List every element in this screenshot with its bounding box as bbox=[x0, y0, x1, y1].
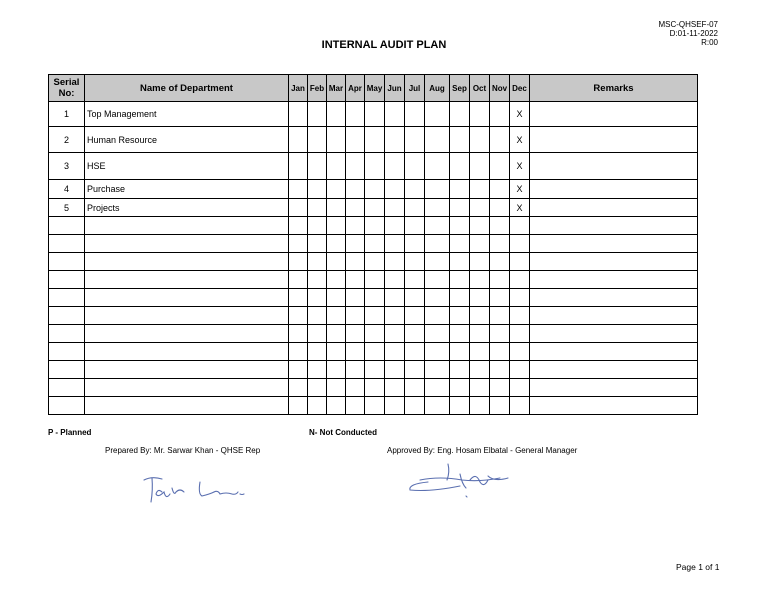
empty-cell bbox=[289, 325, 308, 343]
empty-cell bbox=[425, 397, 450, 415]
month-cell bbox=[405, 180, 425, 199]
month-cell bbox=[450, 153, 470, 180]
empty-cell bbox=[365, 289, 385, 307]
prepared-by: Prepared By: Mr. Sarwar Khan - QHSE Rep bbox=[105, 446, 261, 455]
empty-cell bbox=[327, 235, 346, 253]
remarks-cell bbox=[530, 199, 698, 217]
empty-cell bbox=[470, 271, 490, 289]
header-month: Apr bbox=[346, 75, 365, 102]
empty-cell bbox=[470, 343, 490, 361]
empty-cell bbox=[490, 253, 510, 271]
empty-cell bbox=[308, 271, 327, 289]
month-cell bbox=[385, 127, 405, 153]
remarks-cell bbox=[530, 127, 698, 153]
empty-cell bbox=[289, 307, 308, 325]
empty-cell bbox=[308, 307, 327, 325]
month-cell: X bbox=[510, 199, 530, 217]
empty-cell bbox=[490, 361, 510, 379]
month-cell bbox=[470, 102, 490, 127]
empty-cell bbox=[450, 217, 470, 235]
month-cell bbox=[327, 199, 346, 217]
empty-cell bbox=[530, 289, 698, 307]
empty-cell bbox=[385, 325, 405, 343]
table-body bbox=[49, 102, 698, 415]
month-cell bbox=[289, 153, 308, 180]
empty-cell bbox=[85, 217, 289, 235]
empty-cell bbox=[425, 289, 450, 307]
empty-cell bbox=[425, 217, 450, 235]
empty-cell bbox=[49, 307, 85, 325]
header-month: May bbox=[365, 75, 385, 102]
month-cell bbox=[490, 127, 510, 153]
empty-cell bbox=[327, 343, 346, 361]
empty-cell bbox=[49, 253, 85, 271]
empty-cell bbox=[49, 217, 85, 235]
empty-cell bbox=[365, 271, 385, 289]
empty-cell bbox=[470, 253, 490, 271]
empty-cell bbox=[385, 379, 405, 397]
department-cell: Human Resource bbox=[85, 127, 289, 153]
empty-cell bbox=[49, 343, 85, 361]
month-cell bbox=[385, 102, 405, 127]
empty-cell bbox=[85, 343, 289, 361]
empty-row bbox=[49, 289, 698, 307]
month-cell bbox=[385, 199, 405, 217]
empty-cell bbox=[49, 289, 85, 307]
empty-cell bbox=[450, 235, 470, 253]
page-number: Page 1 of 1 bbox=[676, 562, 720, 572]
month-cell bbox=[450, 199, 470, 217]
empty-cell bbox=[308, 217, 327, 235]
empty-cell bbox=[346, 217, 365, 235]
empty-cell bbox=[289, 361, 308, 379]
month-cell: X bbox=[510, 102, 530, 127]
empty-cell bbox=[425, 307, 450, 325]
empty-cell bbox=[327, 379, 346, 397]
legend-not-conducted: N- Not Conducted bbox=[309, 428, 377, 437]
page-title: INTERNAL AUDIT PLAN bbox=[321, 39, 447, 51]
month-cell bbox=[308, 153, 327, 180]
empty-cell bbox=[365, 343, 385, 361]
empty-cell bbox=[510, 271, 530, 289]
header-department: Name of Department bbox=[85, 75, 289, 102]
header-month: Nov bbox=[490, 75, 510, 102]
empty-cell bbox=[490, 217, 510, 235]
header-month: Oct bbox=[470, 75, 490, 102]
month-cell bbox=[470, 199, 490, 217]
serial-cell: 5 bbox=[49, 199, 85, 217]
month-cell bbox=[327, 102, 346, 127]
empty-cell bbox=[450, 253, 470, 271]
month-cell: X bbox=[510, 180, 530, 199]
empty-row bbox=[49, 361, 698, 379]
month-cell bbox=[327, 180, 346, 199]
empty-cell bbox=[385, 289, 405, 307]
empty-cell bbox=[405, 289, 425, 307]
month-cell bbox=[308, 127, 327, 153]
empty-row bbox=[49, 235, 698, 253]
empty-cell bbox=[470, 289, 490, 307]
empty-cell bbox=[425, 361, 450, 379]
header-month: Aug bbox=[425, 75, 450, 102]
header-month: Dec bbox=[510, 75, 530, 102]
empty-cell bbox=[85, 379, 289, 397]
empty-cell bbox=[470, 361, 490, 379]
empty-cell bbox=[470, 307, 490, 325]
empty-cell bbox=[530, 379, 698, 397]
table-header-row bbox=[49, 75, 698, 102]
empty-cell bbox=[365, 361, 385, 379]
empty-cell bbox=[490, 379, 510, 397]
empty-cell bbox=[289, 217, 308, 235]
empty-cell bbox=[470, 235, 490, 253]
empty-cell bbox=[510, 379, 530, 397]
approved-by: Approved By: Eng. Hosam Elbatal - General Manager bbox=[387, 446, 578, 455]
empty-cell bbox=[510, 235, 530, 253]
empty-cell bbox=[405, 343, 425, 361]
month-cell bbox=[308, 180, 327, 199]
month-cell bbox=[346, 199, 365, 217]
table-row bbox=[49, 153, 698, 180]
month-cell bbox=[450, 102, 470, 127]
header-month: Jan bbox=[289, 75, 308, 102]
month-cell bbox=[289, 102, 308, 127]
empty-cell bbox=[85, 289, 289, 307]
empty-cell bbox=[405, 235, 425, 253]
month-cell bbox=[346, 102, 365, 127]
empty-cell bbox=[289, 379, 308, 397]
audit-plan-table bbox=[48, 74, 698, 415]
empty-cell bbox=[510, 307, 530, 325]
month-cell bbox=[289, 180, 308, 199]
empty-cell bbox=[510, 289, 530, 307]
empty-cell bbox=[450, 289, 470, 307]
empty-cell bbox=[289, 397, 308, 415]
month-cell bbox=[405, 153, 425, 180]
empty-cell bbox=[85, 361, 289, 379]
empty-cell bbox=[365, 235, 385, 253]
empty-cell bbox=[425, 379, 450, 397]
empty-cell bbox=[49, 235, 85, 253]
month-cell bbox=[405, 127, 425, 153]
serial-cell: 2 bbox=[49, 127, 85, 153]
header-remarks: Remarks bbox=[530, 75, 698, 102]
month-cell bbox=[490, 102, 510, 127]
legend-planned: P - Planned bbox=[48, 428, 92, 437]
empty-cell bbox=[346, 271, 365, 289]
empty-cell bbox=[49, 379, 85, 397]
empty-cell bbox=[346, 235, 365, 253]
signature-ink bbox=[410, 464, 508, 497]
empty-cell bbox=[450, 343, 470, 361]
empty-cell bbox=[327, 253, 346, 271]
month-cell bbox=[365, 180, 385, 199]
empty-cell bbox=[405, 217, 425, 235]
empty-cell bbox=[385, 361, 405, 379]
empty-cell bbox=[346, 379, 365, 397]
empty-cell bbox=[49, 397, 85, 415]
empty-cell bbox=[308, 235, 327, 253]
department-cell: Top Management bbox=[85, 102, 289, 127]
empty-cell bbox=[289, 253, 308, 271]
empty-cell bbox=[510, 217, 530, 235]
month-cell bbox=[346, 153, 365, 180]
month-cell bbox=[490, 153, 510, 180]
month-cell: X bbox=[510, 153, 530, 180]
month-cell bbox=[308, 102, 327, 127]
header-month: Jun bbox=[385, 75, 405, 102]
empty-cell bbox=[346, 397, 365, 415]
empty-row bbox=[49, 397, 698, 415]
month-cell bbox=[425, 199, 450, 217]
empty-cell bbox=[327, 397, 346, 415]
month-cell: X bbox=[510, 127, 530, 153]
month-cell bbox=[470, 180, 490, 199]
empty-cell bbox=[85, 271, 289, 289]
department-cell: HSE bbox=[85, 153, 289, 180]
empty-row bbox=[49, 379, 698, 397]
empty-cell bbox=[365, 253, 385, 271]
empty-cell bbox=[327, 217, 346, 235]
header-serial: Serial No: bbox=[49, 75, 85, 102]
header-month: Sep bbox=[450, 75, 470, 102]
month-cell bbox=[327, 127, 346, 153]
empty-cell bbox=[405, 397, 425, 415]
empty-cell bbox=[365, 217, 385, 235]
empty-cell bbox=[327, 289, 346, 307]
month-cell bbox=[450, 127, 470, 153]
empty-cell bbox=[365, 397, 385, 415]
month-cell bbox=[289, 127, 308, 153]
empty-cell bbox=[510, 253, 530, 271]
empty-cell bbox=[470, 325, 490, 343]
empty-cell bbox=[385, 217, 405, 235]
empty-cell bbox=[530, 325, 698, 343]
empty-cell bbox=[450, 361, 470, 379]
header-month: Mar bbox=[327, 75, 346, 102]
empty-cell bbox=[425, 253, 450, 271]
empty-cell bbox=[85, 235, 289, 253]
empty-cell bbox=[450, 379, 470, 397]
table-row bbox=[49, 199, 698, 217]
empty-cell bbox=[490, 325, 510, 343]
month-cell bbox=[327, 153, 346, 180]
empty-cell bbox=[308, 379, 327, 397]
month-cell bbox=[365, 199, 385, 217]
empty-cell bbox=[327, 325, 346, 343]
doc-date: D:01-11-2022 bbox=[669, 29, 718, 38]
prepared-signature bbox=[140, 470, 250, 510]
empty-row bbox=[49, 271, 698, 289]
empty-cell bbox=[308, 343, 327, 361]
empty-row bbox=[49, 325, 698, 343]
empty-cell bbox=[470, 217, 490, 235]
empty-cell bbox=[346, 325, 365, 343]
empty-cell bbox=[289, 289, 308, 307]
remarks-cell bbox=[530, 153, 698, 180]
remarks-cell bbox=[530, 180, 698, 199]
empty-cell bbox=[308, 325, 327, 343]
month-cell bbox=[425, 180, 450, 199]
empty-cell bbox=[490, 307, 510, 325]
empty-cell bbox=[346, 343, 365, 361]
empty-row bbox=[49, 253, 698, 271]
month-cell bbox=[405, 199, 425, 217]
empty-cell bbox=[346, 253, 365, 271]
month-cell bbox=[365, 127, 385, 153]
month-cell bbox=[425, 102, 450, 127]
month-cell bbox=[289, 199, 308, 217]
empty-cell bbox=[530, 307, 698, 325]
table-row bbox=[49, 102, 698, 127]
empty-cell bbox=[490, 397, 510, 415]
department-cell: Projects bbox=[85, 199, 289, 217]
empty-cell bbox=[365, 379, 385, 397]
empty-cell bbox=[490, 271, 510, 289]
empty-cell bbox=[530, 343, 698, 361]
empty-cell bbox=[365, 307, 385, 325]
doc-revision: R:00 bbox=[701, 38, 718, 47]
month-cell bbox=[490, 180, 510, 199]
empty-cell bbox=[385, 235, 405, 253]
empty-cell bbox=[405, 361, 425, 379]
empty-cell bbox=[405, 379, 425, 397]
empty-cell bbox=[385, 343, 405, 361]
empty-cell bbox=[346, 361, 365, 379]
empty-cell bbox=[470, 379, 490, 397]
empty-cell bbox=[49, 271, 85, 289]
empty-cell bbox=[308, 361, 327, 379]
empty-row bbox=[49, 217, 698, 235]
empty-cell bbox=[289, 343, 308, 361]
remarks-cell bbox=[530, 102, 698, 127]
signature-ink bbox=[144, 478, 244, 502]
empty-cell bbox=[327, 361, 346, 379]
month-cell bbox=[450, 180, 470, 199]
empty-cell bbox=[425, 235, 450, 253]
empty-cell bbox=[85, 307, 289, 325]
month-cell bbox=[470, 153, 490, 180]
empty-cell bbox=[289, 235, 308, 253]
empty-cell bbox=[308, 289, 327, 307]
empty-cell bbox=[85, 325, 289, 343]
empty-cell bbox=[510, 361, 530, 379]
empty-cell bbox=[510, 343, 530, 361]
doc-code: MSC-QHSEF-07 bbox=[658, 20, 718, 29]
month-cell bbox=[425, 127, 450, 153]
empty-cell bbox=[510, 325, 530, 343]
empty-cell bbox=[490, 343, 510, 361]
department-cell: Purchase bbox=[85, 180, 289, 199]
empty-cell bbox=[385, 307, 405, 325]
month-cell bbox=[365, 153, 385, 180]
month-cell bbox=[346, 127, 365, 153]
empty-cell bbox=[385, 271, 405, 289]
empty-cell bbox=[450, 397, 470, 415]
empty-cell bbox=[49, 325, 85, 343]
empty-cell bbox=[49, 361, 85, 379]
approved-signature bbox=[400, 462, 520, 502]
empty-cell bbox=[385, 397, 405, 415]
empty-cell bbox=[308, 397, 327, 415]
empty-cell bbox=[365, 325, 385, 343]
header-month: Feb bbox=[308, 75, 327, 102]
empty-cell bbox=[490, 289, 510, 307]
empty-cell bbox=[425, 343, 450, 361]
empty-cell bbox=[346, 289, 365, 307]
month-cell bbox=[346, 180, 365, 199]
table-row bbox=[49, 180, 698, 199]
month-cell bbox=[405, 102, 425, 127]
empty-cell bbox=[530, 217, 698, 235]
header-month: Jul bbox=[405, 75, 425, 102]
empty-cell bbox=[346, 307, 365, 325]
empty-cell bbox=[530, 361, 698, 379]
empty-cell bbox=[490, 235, 510, 253]
empty-cell bbox=[289, 271, 308, 289]
empty-cell bbox=[530, 271, 698, 289]
empty-cell bbox=[385, 253, 405, 271]
empty-cell bbox=[530, 235, 698, 253]
month-cell bbox=[308, 199, 327, 217]
empty-cell bbox=[530, 397, 698, 415]
month-cell bbox=[385, 180, 405, 199]
empty-row bbox=[49, 307, 698, 325]
month-cell bbox=[425, 153, 450, 180]
empty-cell bbox=[405, 253, 425, 271]
empty-cell bbox=[308, 253, 327, 271]
empty-cell bbox=[470, 397, 490, 415]
empty-cell bbox=[85, 397, 289, 415]
empty-cell bbox=[85, 253, 289, 271]
empty-cell bbox=[530, 253, 698, 271]
empty-row bbox=[49, 343, 698, 361]
serial-cell: 4 bbox=[49, 180, 85, 199]
month-cell bbox=[490, 199, 510, 217]
empty-cell bbox=[405, 271, 425, 289]
serial-cell: 1 bbox=[49, 102, 85, 127]
month-cell bbox=[365, 102, 385, 127]
month-cell bbox=[385, 153, 405, 180]
month-cell bbox=[470, 127, 490, 153]
empty-cell bbox=[405, 325, 425, 343]
empty-cell bbox=[405, 307, 425, 325]
empty-cell bbox=[450, 307, 470, 325]
table-row bbox=[49, 127, 698, 153]
empty-cell bbox=[327, 307, 346, 325]
empty-cell bbox=[450, 271, 470, 289]
empty-cell bbox=[425, 271, 450, 289]
serial-cell: 3 bbox=[49, 153, 85, 180]
empty-cell bbox=[450, 325, 470, 343]
empty-cell bbox=[425, 325, 450, 343]
empty-cell bbox=[327, 271, 346, 289]
empty-cell bbox=[510, 397, 530, 415]
